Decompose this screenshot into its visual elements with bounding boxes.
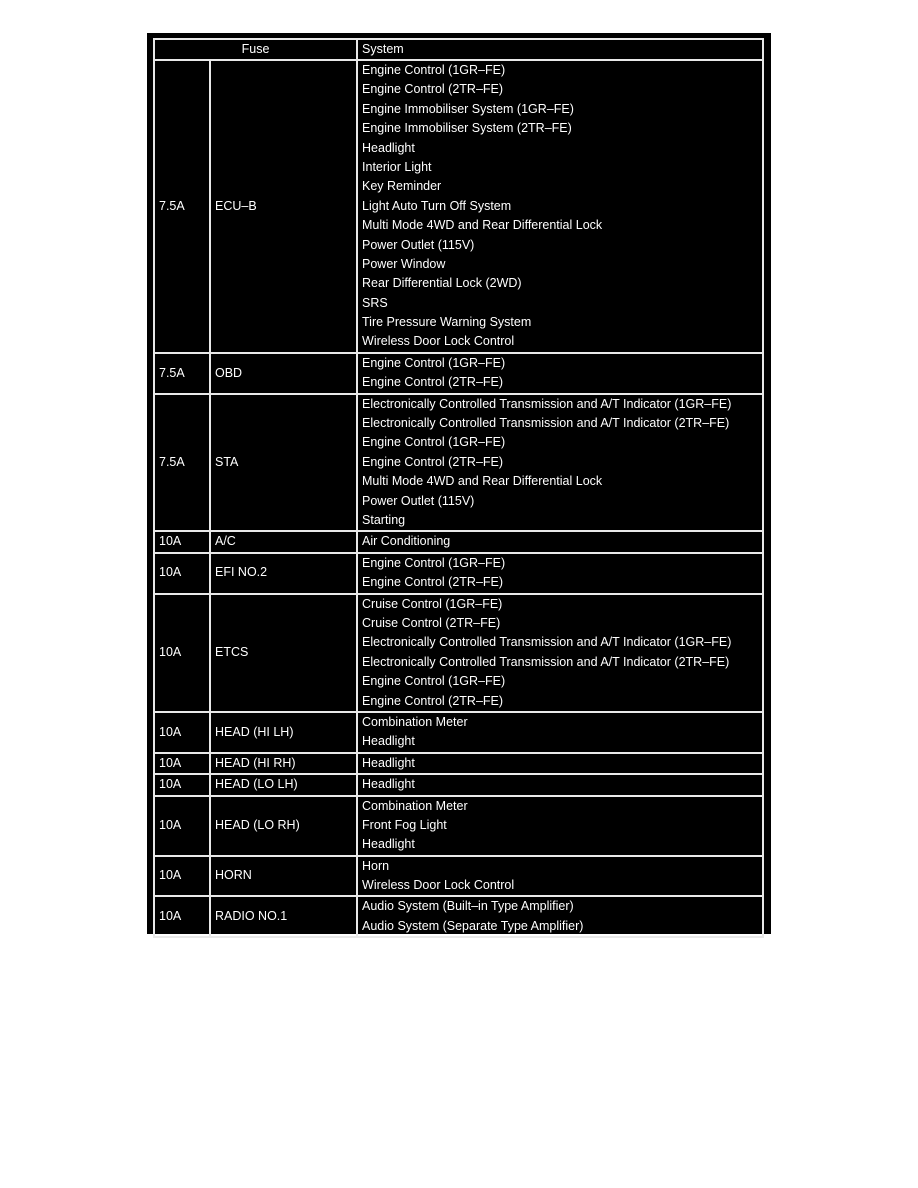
fuse-name: ETCS [210,594,357,712]
system-item: Engine Immobiliser System (2TR–FE) [362,121,572,136]
fuse-amperage: 7.5A [154,394,210,532]
system-item: Cruise Control (2TR–FE) [362,615,501,630]
fuse-amperage: 10A [154,594,210,712]
system-item: Starting [362,512,406,527]
table-row [154,353,763,394]
fuse-name: HEAD (HI RH) [210,753,357,774]
fuse-table [153,38,764,938]
table-row [154,774,763,795]
system-item: Audio System (Built–in Type Amplifier) [362,899,574,914]
table-row [154,531,763,552]
table-row [154,594,763,712]
system-item: Headlight [362,734,415,749]
system-item: Engine Control (1GR–FE) [362,674,506,689]
fuse-name: HEAD (LO LH) [210,774,357,795]
system-item: Rear Differential Lock (2WD) [362,276,522,291]
system-item: Headlight [362,140,415,155]
table-row [154,753,763,774]
fuse-amperage: 10A [154,856,210,897]
fuse-name: A/C [210,531,357,552]
fuse-name: EFI NO.2 [210,553,357,594]
fuse-amperage: 10A [154,753,210,774]
fuse-name: RADIO NO.1 [210,896,357,937]
fuse-name: OBD [210,353,357,394]
system-item: Combination Meter [362,714,468,729]
fuse-name: HEAD (LO RH) [210,796,357,856]
fuse-amperage: 10A [154,796,210,856]
system-item: Engine Immobiliser System (1GR–FE) [362,101,574,116]
system-item: Multi Mode 4WD and Rear Differential Lock [362,474,603,489]
system-item: Cruise Control (1GR–FE) [362,596,503,611]
system-item: Engine Control (1GR–FE) [362,555,506,570]
fuse-name: HEAD (HI LH) [210,712,357,753]
table-row [154,60,763,353]
fuse-systems [357,753,763,774]
fuse-systems [357,531,763,552]
fuse-amperage: 10A [154,553,210,594]
system-item: SRS [362,295,388,310]
system-item: Electronically Controlled Transmission and A/T Indicator (2TR–FE) [362,654,730,669]
system-item: Engine Control (2TR–FE) [362,693,504,708]
system-item: Engine Control (2TR–FE) [362,454,504,469]
system-item: Headlight [362,777,415,792]
column-header-system: System [357,39,763,60]
fuse-systems [357,712,763,753]
fuse-name: STA [210,394,357,532]
fuse-amperage: 7.5A [154,60,210,353]
system-item: Engine Control (2TR–FE) [362,575,504,590]
fuse-systems [357,353,763,394]
fuse-systems [357,594,763,712]
fuse-systems [357,394,763,532]
fuse-systems [357,856,763,897]
system-item: Engine Control (1GR–FE) [362,435,506,450]
fuse-systems [357,553,763,594]
system-item: Multi Mode 4WD and Rear Differential Lock [362,218,603,233]
system-item: Interior Light [362,159,432,174]
fuse-amperage: 10A [154,712,210,753]
system-item: Light Auto Turn Off System [362,198,512,213]
system-item: Air Conditioning [362,534,451,549]
system-item: Combination Meter [362,798,468,813]
header-row [154,39,763,60]
system-item: Key Reminder [362,179,442,194]
fuse-systems [357,774,763,795]
system-item: Headlight [362,755,415,770]
fuse-amperage: 10A [154,896,210,937]
system-item: Wireless Door Lock Control [362,334,515,349]
system-item: Engine Control (1GR–FE) [362,355,506,370]
system-item: Electronically Controlled Transmission and A/T Indicator (2TR–FE) [362,416,730,431]
table-row [154,796,763,856]
fuse-amperage: 10A [154,774,210,795]
table-row [154,856,763,897]
fuse-systems [357,896,763,937]
table-row [154,553,763,594]
fuse-name: HORN [210,856,357,897]
table-row [154,896,763,937]
system-item: Engine Control (2TR–FE) [362,375,504,390]
system-item: Electronically Controlled Transmission and A/T Indicator (1GR–FE) [362,396,732,411]
fuse-amperage: 10A [154,531,210,552]
fuse-name: ECU–B [210,60,357,353]
fuse-systems [357,796,763,856]
system-item: Electronically Controlled Transmission and A/T Indicator (1GR–FE) [362,635,732,650]
column-header-fuse: Fuse [154,39,357,60]
fuse-amperage: 7.5A [154,353,210,394]
system-item: Tire Pressure Warning System [362,315,532,330]
fuse-systems [357,60,763,353]
system-item: Power Window [362,256,446,271]
system-item: Power Outlet (115V) [362,493,475,508]
system-item: Engine Control (2TR–FE) [362,82,504,97]
system-item: Audio System (Separate Type Amplifier) [362,918,584,933]
system-item: Front Fog Light [362,817,447,832]
fuse-table-panel [147,33,771,934]
system-item: Power Outlet (115V) [362,237,475,252]
system-item: Horn [362,858,390,873]
system-item: Wireless Door Lock Control [362,878,515,893]
table-row [154,712,763,753]
system-item: Engine Control (1GR–FE) [362,63,506,77]
fuse-table-body [154,60,763,937]
table-row [154,394,763,532]
system-item: Headlight [362,837,415,852]
